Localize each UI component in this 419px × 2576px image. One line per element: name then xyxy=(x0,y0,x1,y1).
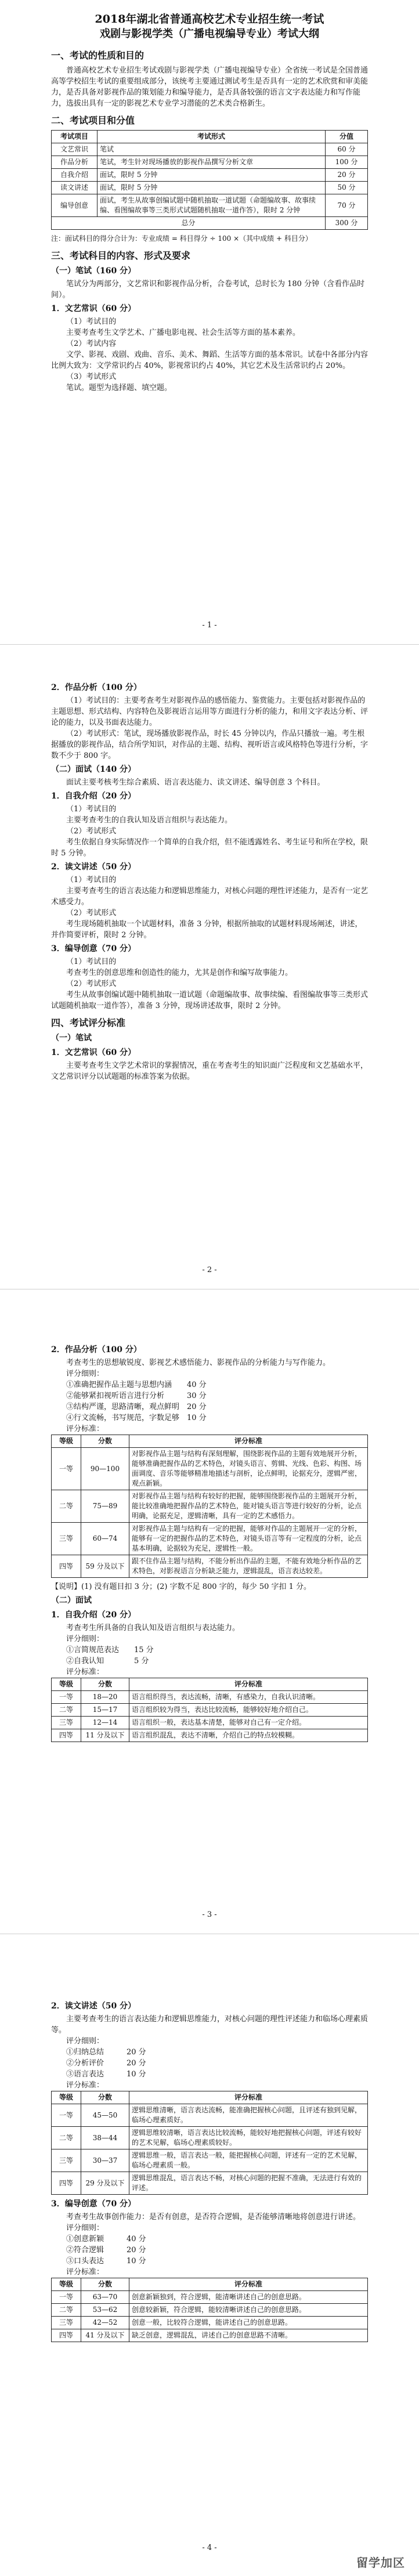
table-cell: 60 分 xyxy=(326,143,368,156)
table-total-row xyxy=(52,217,368,230)
page-2 xyxy=(0,645,419,1289)
table-cell: 四等 xyxy=(52,1555,81,1578)
document-subtitle: 戏剧与影视学类（广播电视编导专业）考试大纲 xyxy=(100,28,319,40)
table-cell: 30—37 xyxy=(81,2149,129,2172)
table-header: 等级 xyxy=(52,1435,81,1448)
table-row xyxy=(52,1555,368,1578)
table-cell: 逻辑思维一般，语言表达一般，能把握核心问题，评述有一定的艺术见解，临场心理素质一般。 xyxy=(129,2149,368,2172)
criterion: ②自我认知 5 分 xyxy=(66,1657,149,1665)
paragraph: 考查考生的创意思维和创造性的能力，尤其是创作和编写故事能力。 xyxy=(66,969,293,977)
table-cell: 一等 xyxy=(52,1448,81,1490)
table-cell: 60—74 xyxy=(81,1523,129,1555)
table-cell: 29 分及以下 xyxy=(81,2172,129,2195)
paragraph: 考查考生故事创作能力：是否有创意，是否符合逻辑，是否能够清晰地将创意进行讲述。 xyxy=(66,2213,361,2221)
table-cell: 45—50 xyxy=(81,2104,129,2127)
table-header: 考试项目 xyxy=(52,131,97,143)
table-cell: 18—20 xyxy=(81,1691,129,1704)
table-cell: 读文讲述 xyxy=(52,182,97,194)
table-cell: 四等 xyxy=(52,1729,81,1742)
table-row xyxy=(52,156,368,169)
table-row xyxy=(52,2104,368,2127)
item-label: （1）考试目的 xyxy=(66,805,117,814)
page-number: - 1 - xyxy=(202,621,217,630)
table-cell: 逻辑思维混乱，语言表达不畅，对核心问题的把握不准确，无法进行有效的评述。 xyxy=(129,2172,368,2195)
criterion: ①创意新颖 40 分 xyxy=(66,2235,146,2243)
table-row xyxy=(52,2291,368,2304)
table-row xyxy=(52,1691,368,1704)
criterion: ①准确把握作品主题与思想内涵 40 分 xyxy=(66,1381,207,1389)
table-header: 考试形式 xyxy=(97,131,326,143)
exam-items-table xyxy=(51,130,368,230)
criterion: ②符合逻辑 20 分 xyxy=(66,2246,146,2255)
paragraph: 主要考查考生的语言表达能力和逻辑思维能力，对核心问题的理性评述能力，是否有一定艺术感受力。 xyxy=(51,887,369,906)
subsection-heading: （一）笔试 xyxy=(51,1034,92,1043)
table-cell: 创意新颖独到，符合逻辑，能清晰讲述自己的创意思路。 xyxy=(129,2291,368,2304)
table-cell: 作品分析 xyxy=(52,156,97,169)
item-label: （3）考试形式 xyxy=(66,373,117,381)
section-heading: 二、考试项目和分值 xyxy=(51,115,135,126)
rubric-table xyxy=(51,1678,368,1742)
table-cell: 38—44 xyxy=(81,2127,129,2149)
table-cell: 二等 xyxy=(52,2304,81,2317)
page-number: - 4 - xyxy=(202,2544,217,2552)
criterion: ③口头表达 10 分 xyxy=(66,2257,146,2266)
table-cell: 63—70 xyxy=(81,2291,129,2304)
table-header: 评分标准 xyxy=(129,2278,368,2291)
table-row xyxy=(52,194,368,217)
table-cell: 一等 xyxy=(52,2104,81,2127)
section-heading: 三、考试科目的内容、形式及要求 xyxy=(51,250,191,261)
table-cell: 对影视作品主题与结构有深刻理解，围绕影视作品的主题有效地展开分析，能够准确把握作品的艺术特色，对镜头语言、剪辑、光线、色彩、构图、场面调度、音乐等能够精准地描述与剖析，论点鲜明，论据充分，逻辑严密，观点新颖。 xyxy=(129,1448,368,1490)
table-row xyxy=(52,2317,368,2329)
table-cell: 三等 xyxy=(52,2149,81,2172)
table-cell: 逻辑思维较清晰，语言表达比较流畅，能较好地把握核心问题，评述有较好的艺术见解，临场心理素质较好。 xyxy=(129,2127,368,2149)
table-cell: 对影视作品主题与结构有一定的把握，能够对作品的主题展开一定的分析，能够有一定的把握作品的艺术特色，对镜头语言等有一定程度的分析，论点基本明确，论据较为充足，逻辑性一般。 xyxy=(129,1523,368,1555)
item-label: （2）考试内容 xyxy=(66,339,117,348)
table-cell: 四等 xyxy=(52,2172,81,2195)
table-row xyxy=(52,2304,368,2317)
table-cell: 二等 xyxy=(52,1490,81,1523)
table-row xyxy=(52,1717,368,1729)
table-cell: 100 分 xyxy=(326,156,368,169)
table-header: 等级 xyxy=(52,2278,81,2291)
paragraph: 普通高校艺术专业招生考试戏剧与影视学类（广播电视编导专业）全省统一考试是全国普通高等学校招生考试的重要组成部分，该统考主要通过测试考生是否具有一定的艺术欣赏和审美能力，是否具备对影视作品的策划能力和编导能力，是否具备较强的语言文字表达能力和写作能力，选拔出具有一定的影视艺术专业学习潜能的艺术类合格新生。 xyxy=(51,66,369,108)
table-row xyxy=(52,143,368,156)
paragraph: （2）考试形式：笔试，现场播放影视作品，时长 45 分钟以内，作品只播放一遍。考生根据播放的影视作品，结合所学知识，对作品的主题、结构、视听语言或风格特色等进行分析，字数不少于 800 字。 xyxy=(51,729,369,760)
page-number: - 3 - xyxy=(202,1910,217,1919)
subsection-heading: （二）面试（140 分） xyxy=(51,765,136,774)
table-row xyxy=(52,1490,368,1523)
document-title: 2018年湖北省普通高校艺术专业招生统一考试 xyxy=(95,13,324,26)
table-row xyxy=(52,1729,368,1742)
table-cell: 缺乏创意，逻辑混乱，讲述自己的创意思路不清晰。 xyxy=(129,2329,368,2342)
table-cell: 面试，限时 5 分钟 xyxy=(97,182,326,194)
table-cell: 自我介绍 xyxy=(52,169,97,182)
table-cell: 20 分 xyxy=(326,169,368,182)
item-heading: 2．作品分析（100 分） xyxy=(51,1345,142,1354)
item-label: （2）考试形式 xyxy=(66,980,117,988)
section-heading: 一、考试的性质和目的 xyxy=(51,50,145,61)
table-cell: 语言组织得当，表达流畅，清晰，有感染力，自我认识清晰。 xyxy=(129,1691,368,1704)
table-cell: 语言组织较为得当，表达比较流畅，能够较好地介绍自己。 xyxy=(129,1704,368,1717)
item-label: （2）考试形式 xyxy=(66,827,117,836)
table-header: 等级 xyxy=(52,1678,81,1691)
criterion: ④行文流畅，书写规范，字数足够 10 分 xyxy=(66,1414,207,1422)
criterion: ①言简规范表达 15 分 xyxy=(66,1646,154,1654)
table-cell: 二等 xyxy=(52,1704,81,1717)
note: 【说明】(1) 没有题目扣 3 分；(2) 字数不足 800 字的，每少 50 字扣 1 分。 xyxy=(51,1583,312,1591)
table-cell: 四等 xyxy=(52,2329,81,2342)
table-row xyxy=(52,1523,368,1555)
criterion: ③语言表达 10 分 xyxy=(66,2070,146,2079)
table-header: 分数 xyxy=(81,2091,129,2104)
item-label: 评分细则： xyxy=(66,1370,104,1378)
table-cell: 笔试 xyxy=(97,143,326,156)
table-cell: 面试，考生从故事创编试题中随机抽取一道试题（命题编故事、故事续编、看图编故事等三类形式试题随机抽取一道作答），限时 2 分钟 xyxy=(97,194,326,217)
item-label: （1）考试目的 xyxy=(66,317,117,326)
table-header: 评分标准 xyxy=(129,2091,368,2104)
item-heading: 2．作品分析（100 分） xyxy=(51,683,142,692)
watermark-logo: 留学加区 xyxy=(356,2556,405,2570)
table-header: 评分标准 xyxy=(129,1435,368,1448)
table-cell: 一等 xyxy=(52,2291,81,2304)
paragraph: 面试主要考核考生综合素质、语言表达能力、读文讲述、编导创意 3 个科目。 xyxy=(66,778,325,787)
criterion: ②能够紧扣视听语言进行分析 30 分 xyxy=(66,1392,207,1400)
table-header: 评分标准 xyxy=(129,1678,368,1691)
paragraph: 文学、影视、戏剧、戏曲、音乐、美术、舞蹈、生活等方面的基本常识。试卷中各部分内容比例大致为：文学常识约占 40%，影视常识约占 40%，其它艺术及生活常识约占 20%。 xyxy=(51,351,369,370)
table-cell: 一等 xyxy=(52,1691,81,1704)
table-row xyxy=(52,2149,368,2172)
table-cell: 跟不住作品主题与结构，不能分析出作品的主题，不能有效地分析作品的艺术特色，对影视语言分析缺乏能力，逻辑混乱，语言表达较差。 xyxy=(129,1555,368,1578)
table-cell: 创意较新颖，符合逻辑，能较清晰讲述自己的创意思路。 xyxy=(129,2304,368,2317)
criterion: ①归纳总结 20 分 xyxy=(66,2048,146,2057)
paragraph: 考查考生所具备的自我认知及语言组织与表达能力。 xyxy=(66,1624,240,1632)
paragraph: 考生从故事创编试题中随机抽取一道试题（命题编故事、故事续编、看图编故事等三类形式试题随机抽取一道作答），准备 3 分钟，现场讲述故事，限时 2 分钟。 xyxy=(51,991,369,1010)
paragraph: （1）考试目的：主要考查考生对影视作品的感悟能力、鉴赏能力。主要包括对影视作品的主题思想、形式结构、内容特色及影视语言运用等方面进行分析的能力，和用文字表达分析、评论的能力，以及书面表达能力。 xyxy=(51,696,369,727)
rubric-table xyxy=(51,1435,368,1578)
subsection-heading: （二）面试 xyxy=(51,1596,92,1605)
page-number: - 2 - xyxy=(202,1266,217,1274)
item-heading: 1．自我介绍（20 分） xyxy=(51,1610,136,1620)
table-row xyxy=(52,169,368,182)
table-cell: 语言组织一般，表达基本清楚，能够对自己有一定介绍。 xyxy=(129,1717,368,1729)
item-heading: 1．文艺常识（60 分） xyxy=(51,1048,136,1057)
rubric-table xyxy=(51,2278,368,2342)
table-cell: 三等 xyxy=(52,1717,81,1729)
table-row xyxy=(52,1448,368,1490)
table-cell: 二等 xyxy=(52,2127,81,2149)
item-label: （2）考试形式 xyxy=(66,909,117,917)
subsection-heading: （一）笔试（160 分） xyxy=(51,266,136,276)
table-cell: 75—89 xyxy=(81,1490,129,1523)
item-label: （1）考试目的 xyxy=(66,958,117,966)
item-label: 评分标准： xyxy=(66,1425,104,1433)
table-header: 分数 xyxy=(81,2278,129,2291)
total-label: 总分 xyxy=(52,217,326,230)
table-cell: 三等 xyxy=(52,1523,81,1555)
table-cell: 对影视作品主题与结构有较好的把握，能够围绕影视作品的主题展开分析，能比较准确地把握作品的艺术特色，能对镜头语言等进行较好的分析，论点明确，论据充足，逻辑清晰，具有一定的艺术感悟力。 xyxy=(129,1490,368,1523)
formula-note: 注：面试科目的得分合计为：专业成绩 = 科目得分 ÷ 100 ×（其中成绩 + 科目分） xyxy=(51,234,312,243)
paragraph: 笔试分为两部分，文艺常识和影视作品分析，合卷考试，总时长为 180 分钟（含看作品时间）。 xyxy=(51,280,365,299)
item-label: 评分细则： xyxy=(66,2224,104,2232)
paragraph: 主要考查考生文学艺术常识的掌握情况，重在考查考生的知识面广泛程度和文艺基础水平，文艺常识评分以试题题的标准答案为依据。 xyxy=(51,1061,369,1081)
table-header: 等级 xyxy=(52,2091,81,2104)
table-cell: 创意一般，比较符合逻辑，能讲述自己的创意思路。 xyxy=(129,2317,368,2329)
table-cell: 笔试，考生针对现场播放的影视作品撰写分析文章 xyxy=(97,156,326,169)
paragraph: 考生依据自身实际情况作一个简单的自我介绍，但不能透露姓名、考生证号和所在学校，限时 5 分钟。 xyxy=(51,838,369,858)
table-row xyxy=(52,1704,368,1717)
item-label: 评分标准： xyxy=(66,1668,104,1677)
paragraph: 考查考生的思想敏锐度、影视艺术感悟能力、影视作品的分析能力与写作能力。 xyxy=(66,1359,331,1367)
criterion: ③结构严谨，思路清晰，观点鲜明 20 分 xyxy=(66,1403,207,1411)
table-cell: 53—62 xyxy=(81,2304,129,2317)
paragraph: 笔试。题型为选择题、填空题。 xyxy=(66,384,172,392)
paragraph: 主要考查考生的语言表达能力和逻辑思维能力，对核心问题的理性评述能力和临场心理素质等。 xyxy=(51,2015,369,2035)
total-value: 300 分 xyxy=(326,217,368,230)
table-cell: 语言组织混乱，表达不清晰，介绍自己的特点较模糊。 xyxy=(129,1729,368,1742)
table-cell: 三等 xyxy=(52,2317,81,2329)
item-label: 评分标准： xyxy=(66,2268,104,2277)
table-cell: 15—17 xyxy=(81,1704,129,1717)
paragraph: 考生现场随机抽取一个试题材料，准备 3 分钟，根据所抽取的试题材料现场阐述，讲述，并作简要评析，限时 2 分钟。 xyxy=(51,920,363,940)
item-label: 评分标准： xyxy=(66,2081,104,2090)
table-cell: 编导创意 xyxy=(52,194,97,217)
table-cell: 50 分 xyxy=(326,182,368,194)
table-cell: 12—14 xyxy=(81,1717,129,1729)
table-cell: 面试，限时 5 分钟 xyxy=(97,169,326,182)
table-row xyxy=(52,182,368,194)
section-heading: 四、考试评分标准 xyxy=(51,1017,126,1028)
table-cell: 59 分及以下 xyxy=(81,1555,129,1578)
item-heading: 3．编导创意（70 分） xyxy=(51,2199,136,2209)
item-label: 评分细则： xyxy=(66,1635,104,1643)
table-cell: 逻辑思维清晰，语言表达流畅，能准确把握核心问题，且评述有独到见解，临场心理素质好。 xyxy=(129,2104,368,2127)
item-label: （1）考试目的 xyxy=(66,876,117,884)
item-heading: 1．自我介绍（20 分） xyxy=(51,792,136,801)
table-cell: 90—100 xyxy=(81,1448,129,1490)
item-heading: 3．编导创意（70 分） xyxy=(51,944,136,953)
table-row xyxy=(52,2127,368,2149)
page-4 xyxy=(0,1934,419,2576)
table-row xyxy=(52,2329,368,2342)
page-1 xyxy=(0,0,419,644)
table-header: 分数 xyxy=(81,1678,129,1691)
page-3 xyxy=(0,1289,419,1934)
item-heading: 2．读文讲述（50 分） xyxy=(51,862,136,872)
table-cell: 11 分及以下 xyxy=(81,1729,129,1742)
item-heading: 1．文艺常识（60 分） xyxy=(51,304,136,313)
criterion: ②分析评价 20 分 xyxy=(66,2059,146,2068)
table-header: 分数 xyxy=(81,1435,129,1448)
paragraph: 主要考查考生文学艺术、广播电影电视、社会生活等方面的基本素养。 xyxy=(66,328,301,337)
table-cell: 41 分及以下 xyxy=(81,2329,129,2342)
paragraph: 主要考查考生的自我认知及语言组织与表达能力。 xyxy=(66,816,233,825)
rubric-table xyxy=(51,2091,368,2195)
table-cell: 文艺常识 xyxy=(52,143,97,156)
item-label: 评分细则： xyxy=(66,2037,104,2046)
item-heading: 2．读文讲述（50 分） xyxy=(51,2001,136,2011)
table-cell: 42—52 xyxy=(81,2317,129,2329)
table-row xyxy=(52,2172,368,2195)
table-header: 分值 xyxy=(326,131,368,143)
table-cell: 70 分 xyxy=(326,194,368,217)
